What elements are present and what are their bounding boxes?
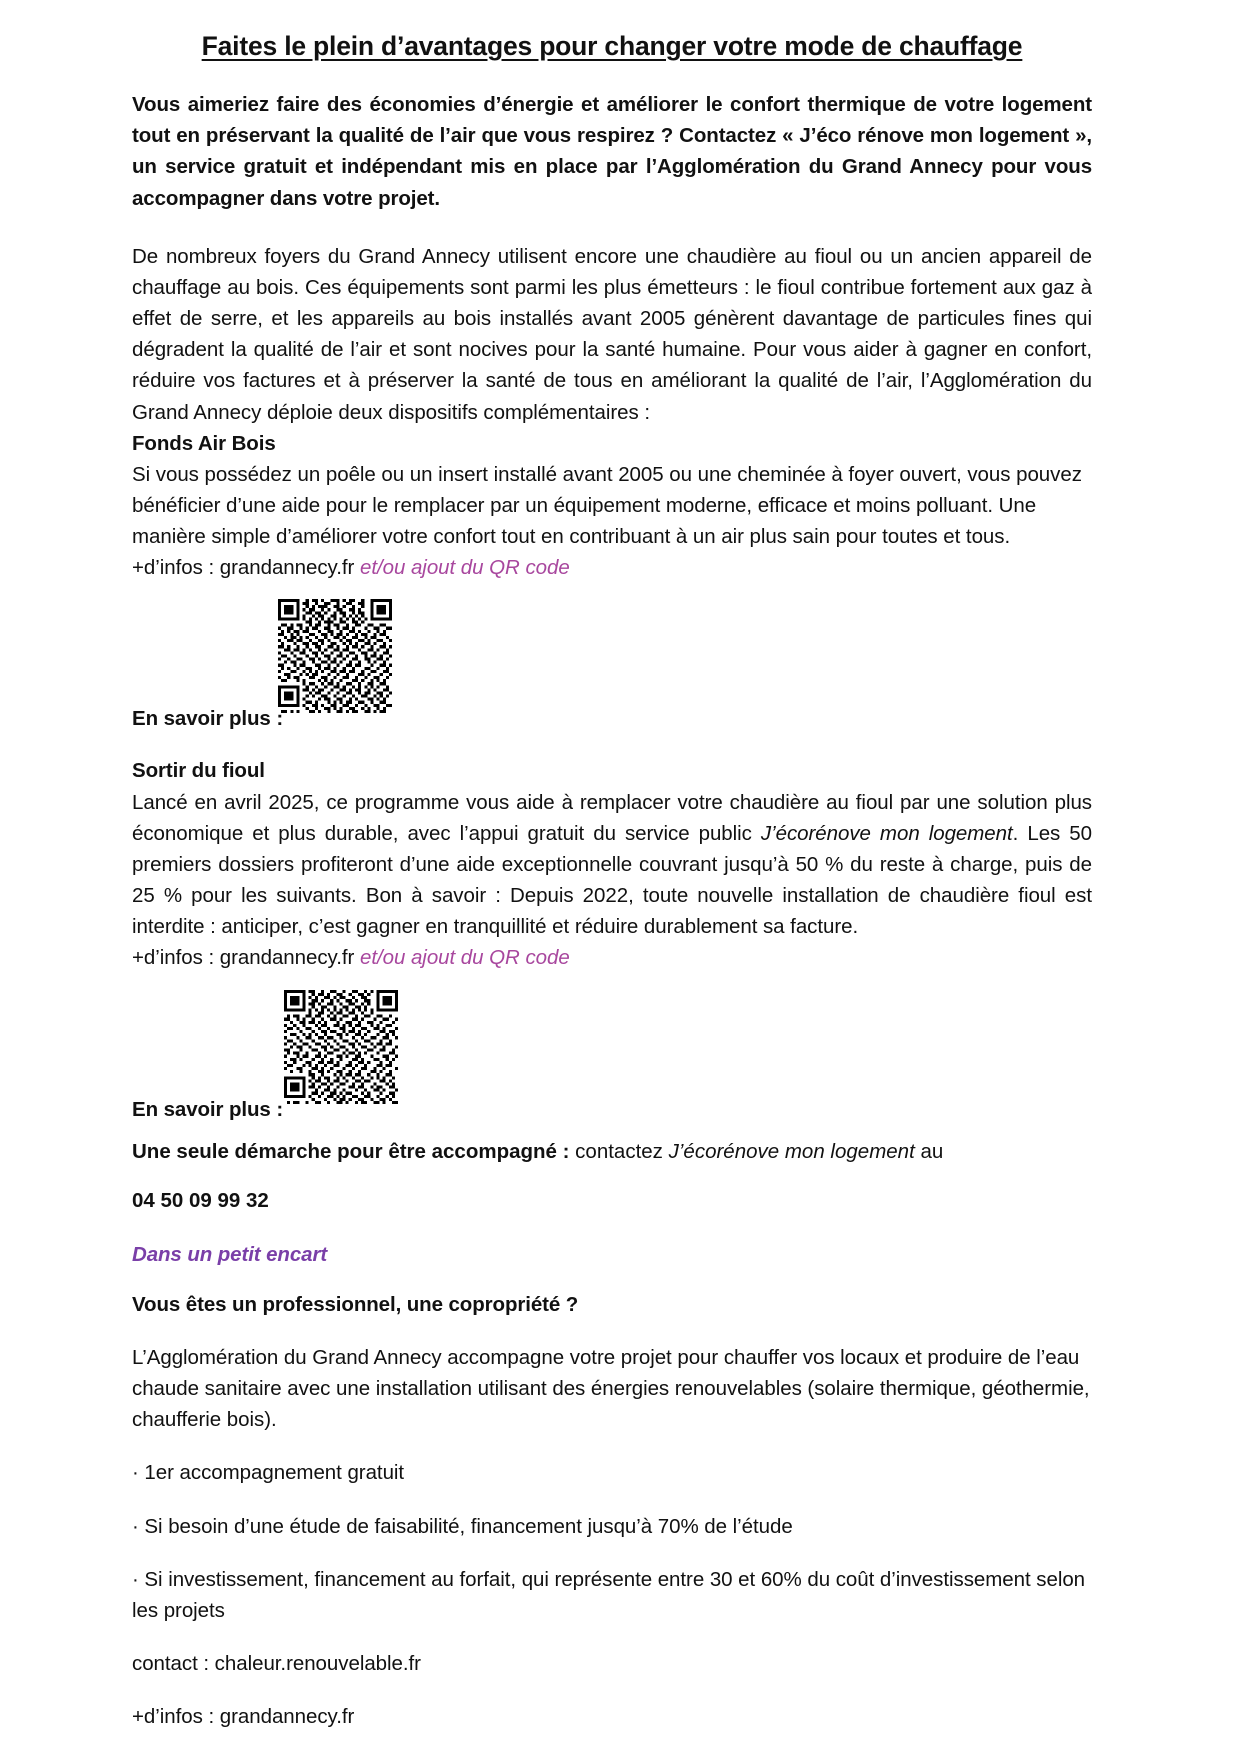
- contact-lead-text: contactez: [569, 1139, 669, 1163]
- spacer: [132, 1542, 1092, 1564]
- list-item: · Si investissement, financement au forfait, qui représente entre 30 et 60% du coût d’investissement selon les projets: [132, 1567, 1086, 1622]
- paragraph-professionnel: L’Agglomération du Grand Annecy accompagne votre projet pour chauffer vos locaux et produire de l’eau chaude sanitaire avec une installation utilisant des énergies renouvelables (solaire thermique, géothermie, chaufferie bois).: [132, 1345, 1090, 1432]
- page-title: Faites le plein d’avantages pour changer votre mode de chauffage: [201, 31, 1023, 61]
- heading-sortir-du-fioul: Sortir du fioul: [132, 759, 265, 783]
- spacer: [132, 583, 1092, 595]
- intro-paragraph: De nombreux foyers du Grand Annecy utilisent encore une chaudière au fioul ou un ancien appareil de chauffage au bois. Ces équipements sont parmi les plus émetteurs : le fioul contribue fortement aux gaz à effet de serre, et les appareils au bois installés avant 2005 génèrent davantage de particules fines qui dégradent la qualité de l’air et sont nocives pour la santé humaine. Pour vous aider à gagner en confort, réduire vos factures et à préserver la santé de tous en améliorant la qualité de l’air, l’Agglomération du Grand Annecy déploie deux dispositifs complémentaires :: [132, 244, 1092, 424]
- infos-website-line: +d’infos : grandannecy.fr: [132, 1705, 355, 1729]
- qr-code-icon-fioul[interactable]: [284, 986, 398, 1108]
- spacer: [132, 733, 1092, 755]
- contact-lead-tail: au: [914, 1139, 944, 1163]
- spacer: [132, 1167, 1092, 1189]
- infos-label-fioul: +d’infos : grandannecy.fr: [132, 946, 355, 970]
- qr-block-fonds-air-bois: [132, 595, 1092, 733]
- contact-website-line: contact : chaleur.renouvelable.fr: [132, 1651, 421, 1675]
- contact-phone[interactable]: 04 50 09 99 32: [132, 1188, 269, 1212]
- encart-note: Dans un petit encart: [132, 1242, 328, 1266]
- spacer: [132, 974, 1092, 986]
- contact-service-name: J’écorénove mon logement: [668, 1139, 915, 1163]
- spacer: [132, 1679, 1092, 1701]
- infos-note-bois: et/ou ajout du QR code: [359, 556, 570, 580]
- spacer: [132, 1124, 1092, 1136]
- contact-lead-bold: Une seule démarche pour être accompagné :: [132, 1139, 570, 1163]
- lead-paragraph: Vous aimeriez faire des économies d’énergie et améliorer le confort thermique de votre logement tout en préservant la qualité de l’air que vous respirez ? Contactez « J’éco rénove mon logement », un service gratuit et indépendant mis en place par l’Agglomération du Grand Annecy pour vous accompagner dans votre projet.: [132, 93, 1092, 210]
- infos-note-fioul: et/ou ajout du QR code: [359, 946, 570, 970]
- contact-lead-line: [132, 1136, 1092, 1167]
- spacer: [132, 1435, 1092, 1457]
- qr-code-icon-bois[interactable]: [278, 595, 392, 717]
- heading-professionnel: Vous êtes un professionnel, une copropriété ?: [132, 1292, 579, 1316]
- qr-block-sortir-du-fioul: [132, 986, 1092, 1124]
- infos-label-bois: +d’infos : grandannecy.fr: [132, 556, 355, 580]
- spacer: [132, 1320, 1092, 1342]
- infos-line-fonds-air-bois: [132, 552, 1092, 583]
- paragraph-fonds-air-bois: Si vous possédez un poêle ou un insert installé avant 2005 ou une cheminée à foyer ouvert, vous pouvez bénéficier d’une aide pour le remplacer par un équipement moderne, efficace et moins polluant. Une manière simple d’améliorer votre confort tout en contribuant à un air plus sain pour toutes et tous.: [132, 462, 1082, 549]
- fioul-service-name: J’écorénove mon logement: [760, 821, 1013, 845]
- paragraph-sortir-du-fioul: [132, 787, 1092, 943]
- heading-fonds-air-bois: Fonds Air Bois: [132, 431, 276, 455]
- list-item: · Si besoin d’une étude de faisabilité, financement jusqu’à 70% de l’étude: [132, 1514, 793, 1538]
- infos-line-sortir-du-fioul: [132, 942, 1092, 973]
- fioul-text-part1: Lancé en avril 2025, ce programme vous aide à remplacer votre chaudière au fioul par une solution plus économique et plus durable, avec l’appui gratuit du service public: [132, 790, 1092, 845]
- qr-label-fioul: En savoir plus :: [132, 1097, 284, 1121]
- spacer: [132, 1626, 1092, 1648]
- spacer: [132, 1213, 1092, 1243]
- qr-label-bois: En savoir plus :: [132, 707, 284, 731]
- spacer: [132, 1267, 1092, 1289]
- fioul-text-part2: . Les 50 premiers dossiers profiteront d’une aide exceptionnelle couvrant jusqu’à 50 % du reste à charge, puis de 25 % pour les suivants. Bon à savoir : Depuis 2022, toute nouvelle installation de chaudière fioul est interdite : anticiper, c’est gagner en tranquillité et réduire durablement sa facture.: [132, 821, 1092, 939]
- spacer: [132, 1489, 1092, 1511]
- list-item: · 1er accompagnement gratuit: [132, 1461, 405, 1485]
